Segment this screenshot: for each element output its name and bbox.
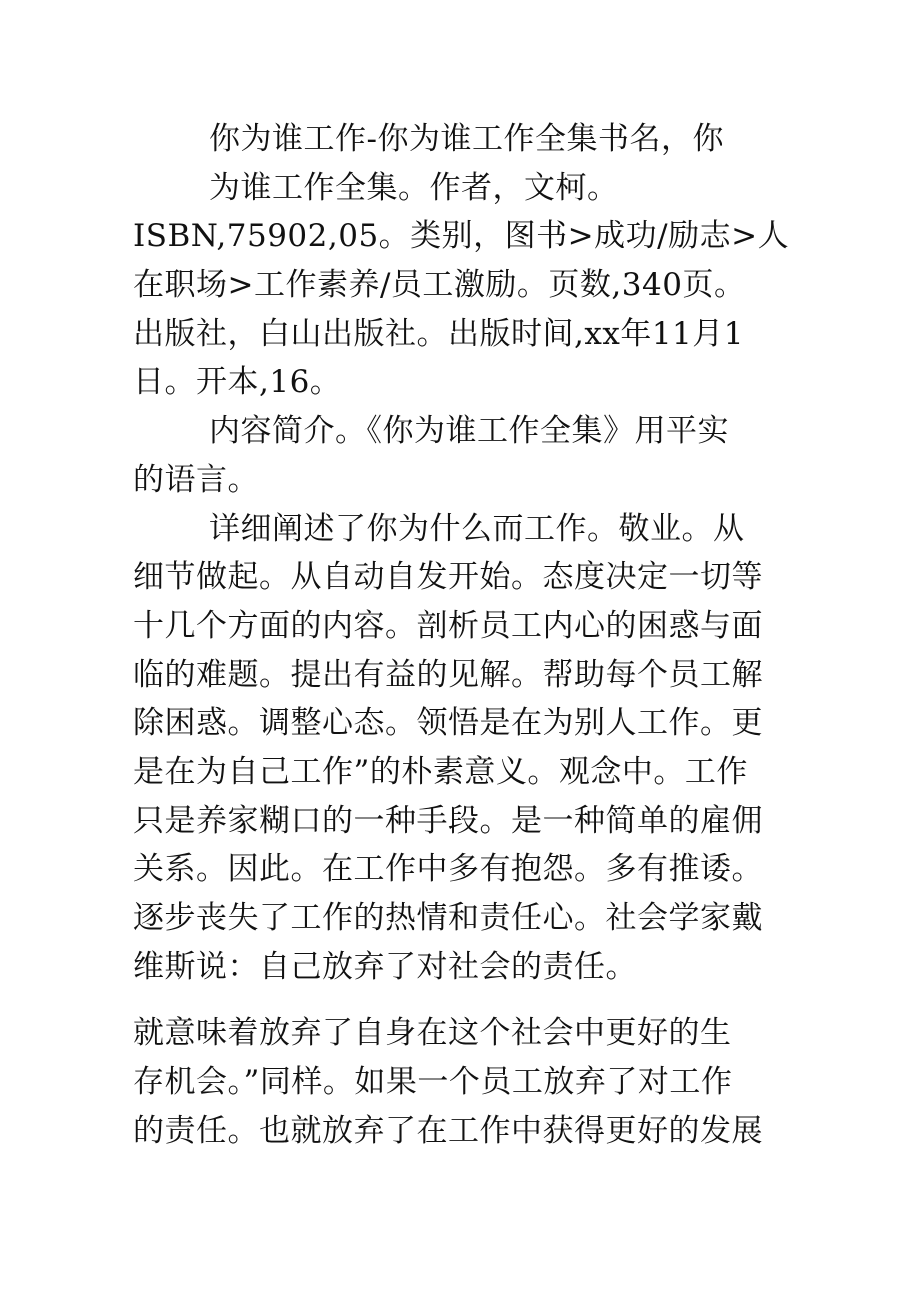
text-line: 逐步丧失了工作的热情和责任心。社会学家戴 <box>133 900 763 936</box>
text-line: ISBN,75902,05。类别，图书>成功/励志>人 <box>133 218 790 255</box>
text-line: 你为谁工作-你为谁工作全集书名，你 <box>209 121 724 157</box>
text-line: 的责任。也就放弃了在工作中获得更好的发展 <box>133 1112 763 1149</box>
paragraph-gap <box>133 991 793 1009</box>
text-line: 除困惑。调整心态。领悟是在为别人工作。更 <box>133 705 763 742</box>
text-line: 详细阐述了你为什么而工作。敬业。从 <box>209 510 745 547</box>
text-line: 十几个方面的内容。剖析员工内心的困惑与面 <box>133 607 763 644</box>
text-line: 存机会。”同样。如果一个员工放弃了对工作 <box>133 1064 733 1101</box>
text-line: 在职场>工作素养/员工激励。页数,340页。 <box>133 267 746 304</box>
text-line: 出版社，白山出版社。出版时间,xx年11月1 <box>133 315 744 352</box>
text-line: 为谁工作全集。作者，文柯。 <box>209 169 619 206</box>
text-line: 的语言。 <box>133 461 259 498</box>
text-line: 日。开本,16。 <box>133 364 342 401</box>
text-line: 就意味着放弃了自身在这个社会中更好的生 <box>133 1015 732 1052</box>
text-line: 内容简介。《你为谁工作全集》用平实 <box>209 413 729 450</box>
text-line: 维斯说：自己放弃了对社会的责任。 <box>133 948 637 985</box>
document-body <box>133 115 793 1155</box>
text-line: 临的难题。提出有益的见解。帮助每个员工解 <box>133 656 763 693</box>
text-line: 关系。因此。在工作中多有抱怨。多有推诿。 <box>133 851 763 888</box>
text-line: 是在为自己工作”的朴素意义。观念中。工作 <box>133 753 748 790</box>
text-line: 细节做起。从自动自发开始。态度决定一切等 <box>133 559 763 596</box>
text-line: 只是养家糊口的一种手段。是一种简单的雇佣 <box>133 802 763 839</box>
